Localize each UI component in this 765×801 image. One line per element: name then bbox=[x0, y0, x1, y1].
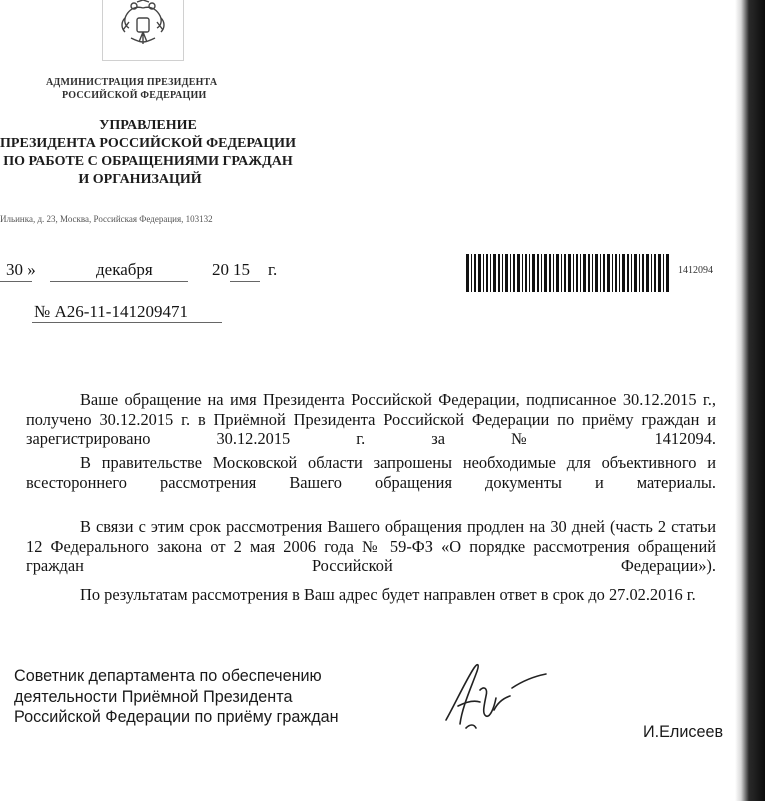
body-paragraph-1: Ваше обращение на имя Президента Российской Федерации, подписанное 30.12.2015 г., получено 30.12.2015 г. в Приёмной Президента Российской Федерации по приёму граждан и зарегистрировано 30.12.2015 г. за № 1412094. bbox=[26, 390, 716, 448]
dept-title-line-4: И ОРГАНИЗАЦИЙ bbox=[78, 172, 202, 187]
dept-title-line-2: ПРЕЗИДЕНТА РОССИЙСКОЙ ФЕДЕРАЦИИ bbox=[0, 136, 296, 151]
letterhead-address: Ильинка, д. 23, Москва, Российская Федерация, 103132 bbox=[0, 214, 213, 224]
registration-number: № А26-11-141209471 bbox=[34, 302, 188, 321]
page-edge-shadow bbox=[735, 0, 765, 801]
admin-line-2: РОССИЙСКОЙ ФЕДЕРАЦИИ bbox=[62, 90, 207, 101]
date-year-prefix: 20 bbox=[212, 260, 229, 279]
body-paragraph-3: В связи с этим срок рассмотрения Вашего обращения продлен на 30 дней (часть 2 статьи 12 Федерального закона от 2 мая 2006 года № 59-ФЗ «О порядке рассмотрения обращений граждан Российской Федерации»). bbox=[26, 517, 716, 575]
signatory-name: И.Елисеев bbox=[643, 723, 724, 741]
dept-title-line-1: УПРАВЛЕНИЕ bbox=[99, 118, 197, 133]
state-emblem bbox=[102, 0, 184, 61]
admin-line-1: АДМИНИСТРАЦИЯ ПРЕЗИДЕНТА bbox=[46, 77, 218, 88]
barcode-icon bbox=[466, 254, 674, 292]
date-year-unit: г. bbox=[268, 260, 278, 279]
date-year-suffix: 15 bbox=[233, 260, 250, 279]
date-month: декабря bbox=[96, 260, 153, 279]
date-month-underline bbox=[50, 281, 188, 282]
date-day-underline bbox=[0, 281, 32, 282]
registration-underline bbox=[32, 322, 222, 323]
double-headed-eagle-emblem-icon bbox=[117, 0, 169, 50]
handwritten-signature bbox=[440, 650, 560, 740]
barcode-number: 1412094 bbox=[678, 265, 713, 276]
dept-title-line-3: ПО РАБОТЕ С ОБРАЩЕНИЯМИ ГРАЖДАН bbox=[3, 154, 293, 169]
signatory-title: Советник департамента по обеспечению деятельности Приёмной Президента Российской Федерации по приёму граждан bbox=[14, 667, 339, 726]
body-paragraph-2: В правительстве Московской области запрошены необходимые для объективного и всестороннего рассмотрения Вашего обращения документы и материалы. bbox=[26, 453, 716, 492]
date-day: 30 » bbox=[6, 260, 36, 279]
date-year-underline bbox=[230, 281, 260, 282]
body-paragraph-4: По результатам рассмотрения в Ваш адрес будет направлен ответ в срок до 27.02.2016 г. bbox=[80, 585, 696, 604]
